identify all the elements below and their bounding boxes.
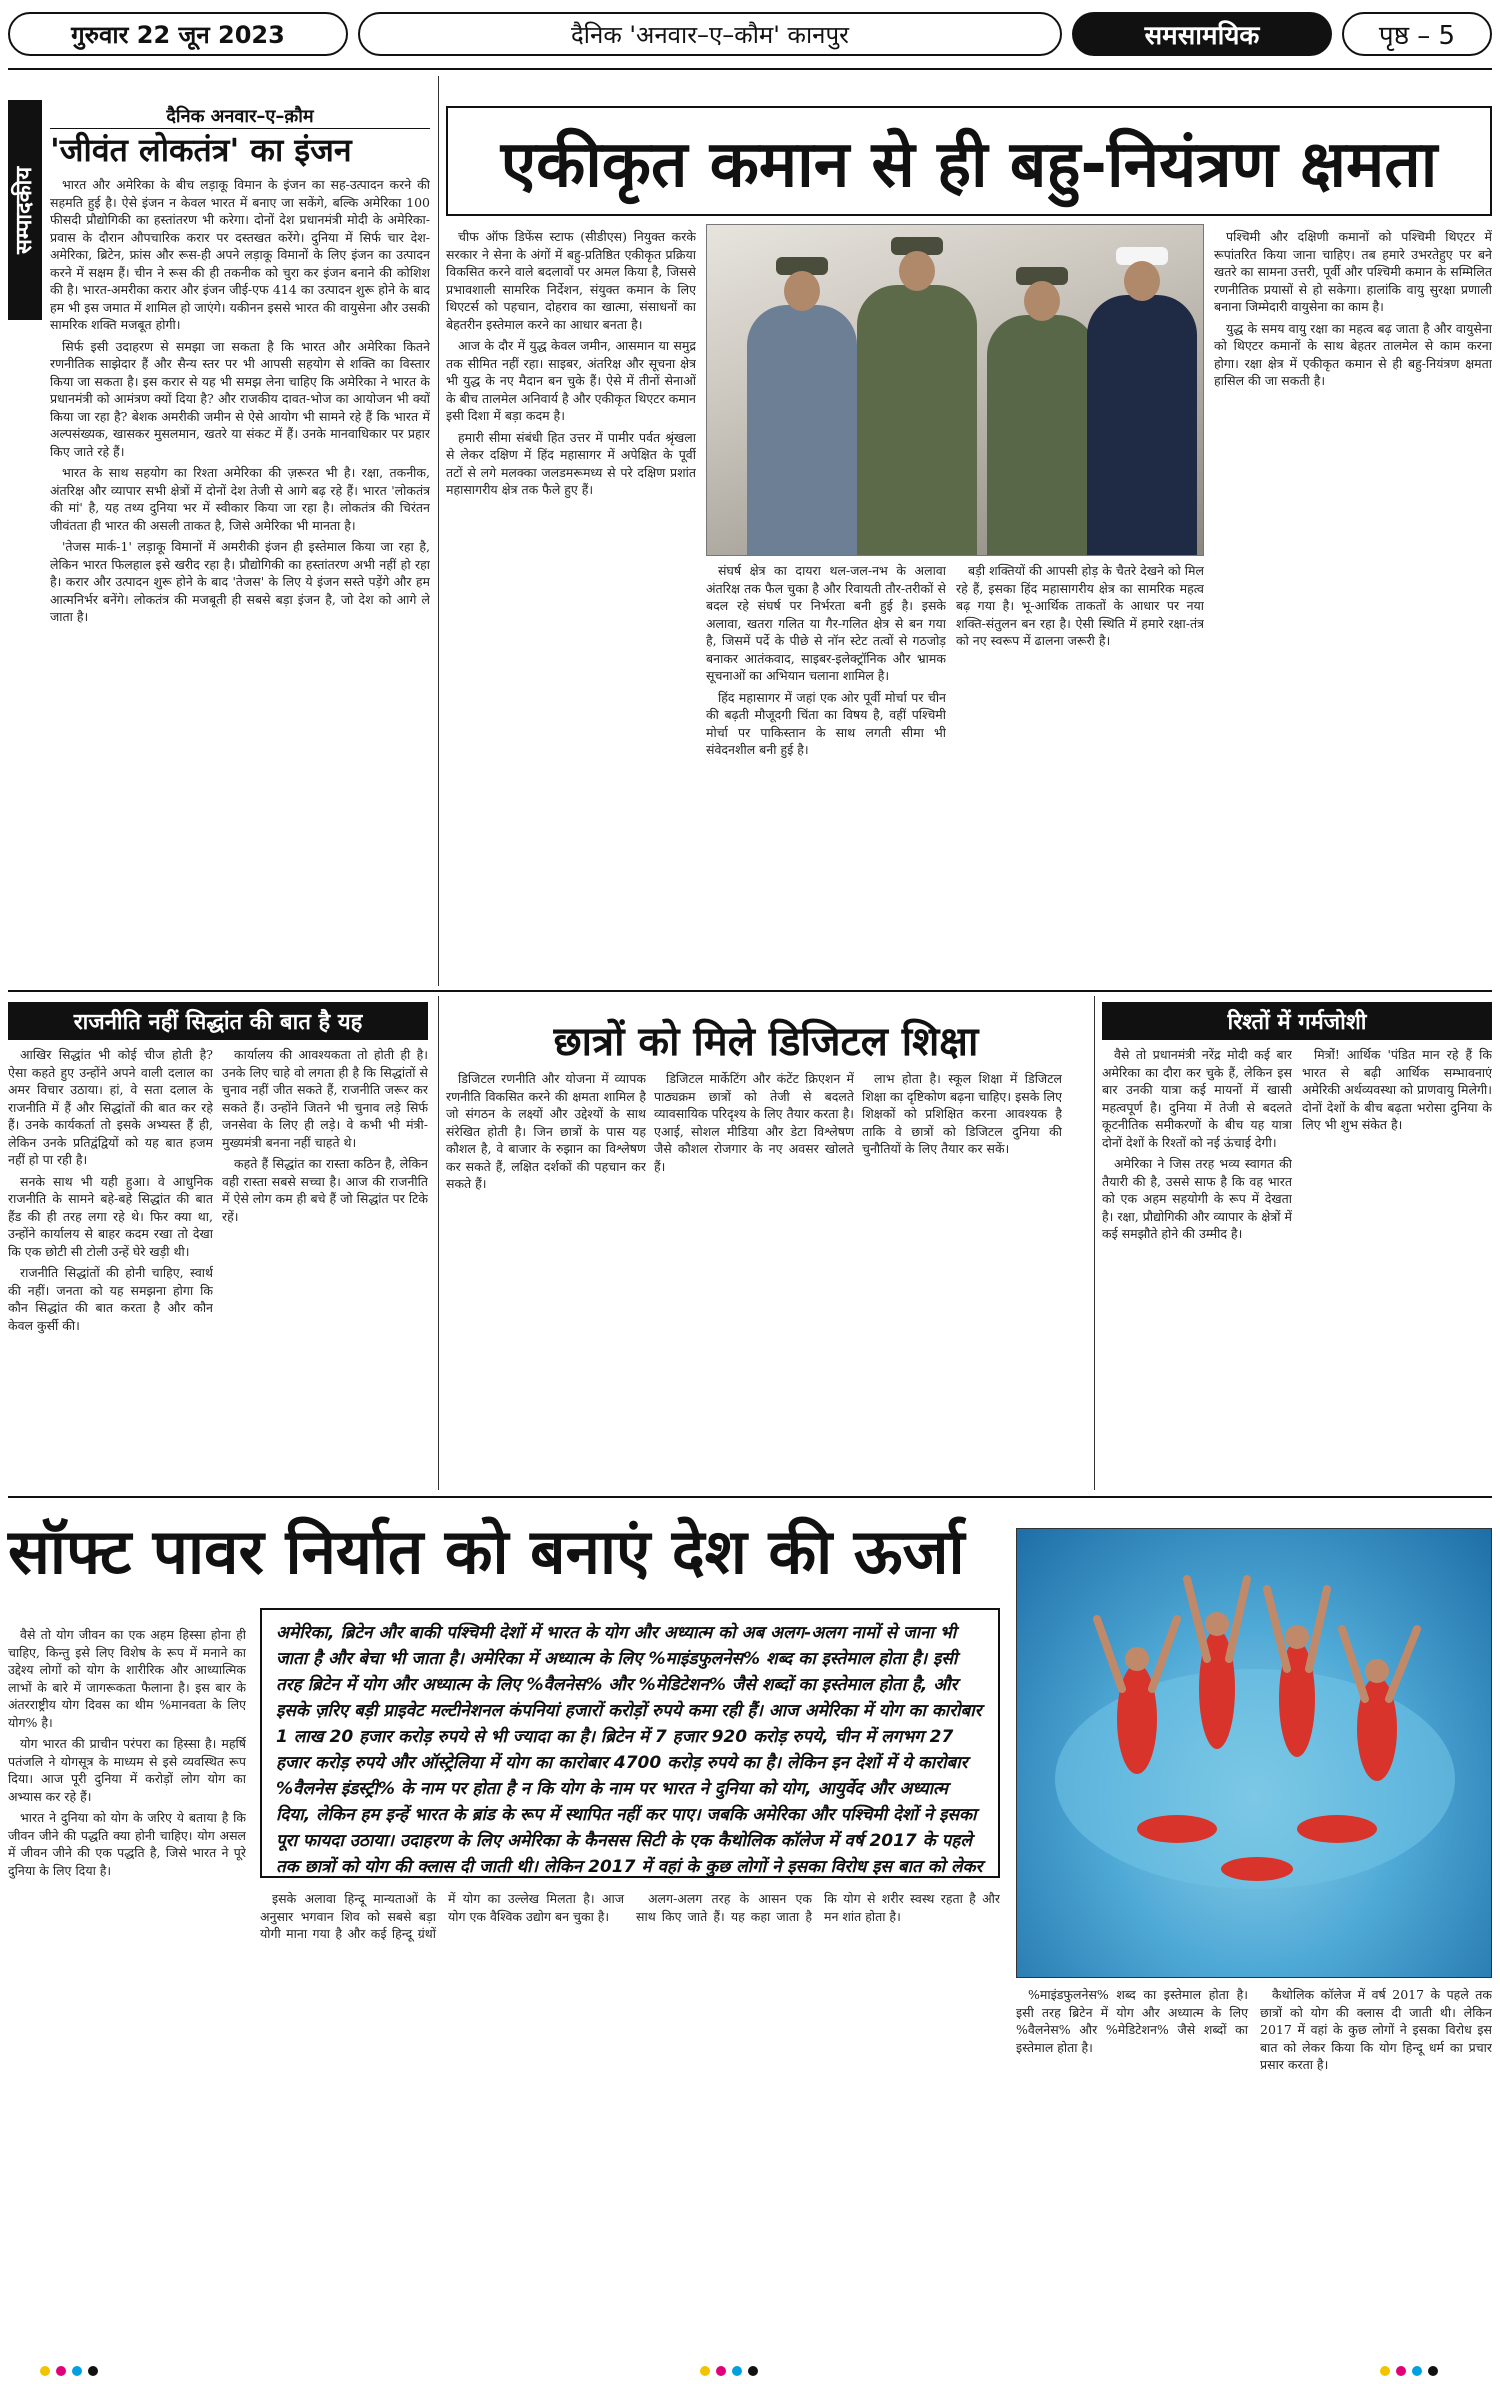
registration-dot bbox=[748, 2366, 758, 2376]
politics-paragraph: कार्यालय की आवश्यकता तो होती ही है। उनके लिए चाहे वो लगता ही है कि सिद्धांतों से चुनाव नहीं जीत सकते हैं, राजनीति जरूर कर सकते हैं। उन्होंने जितने भी चुनाव लड़े सिर्फ जनसेवा के लिए ही लड़े। वे कभी भी मंत्री-मुख्यमंत्री बनना नहीं चाहते थे। bbox=[222, 1047, 428, 1150]
figure-navy-officer bbox=[1087, 295, 1197, 555]
newspaper-name: दैनिक 'अनवार–ए–कौम' कानपुर bbox=[358, 12, 1062, 56]
relations-paragraph: वैसे तो प्रधानमंत्री नरेंद्र मोदी कई बार अमेरिका का दौरा कर चुके हैं, लेकिन इस बार उनकी यात्रा कई मायनों में खासी महत्वपूर्ण है। दुनिया में तेजी से बदलते कूटनीतिक समीकरणों के बीच यह यात्रा दोनों देशों के रिश्तों को नई ऊंचाई देगी। bbox=[1102, 1047, 1292, 1150]
lead-body-left bbox=[446, 228, 696, 980]
politics-paragraph: आखिर सिद्धांत भी कोई चीज होती है? ऐसा कहते हुए उन्होंने अपने वाली दलाल का अमर विचार उठाया। हां, वे सता दलाल के राजनीति में हैं और सिद्धांतों की बात कर रहे हैं। उनके कार्यकर्ता तो इसके अभ्यस्त हैं ही, लेकिन उनके प्रतिद्वंद्वियों को यह बात हजम नहीं हो पा रही है। bbox=[8, 1047, 213, 1167]
editorial-title: 'जीवंत लोकतंत्र' का इंजन bbox=[50, 131, 352, 169]
politics-paragraph: कहते हैं सिद्धांत का रास्ता कठिन है, लेकिन वही रास्ता सबसे सच्चा है। आज की राजनीति में ऐसे लोग कम ही बचे हैं जो सिद्धांत पर टिके रहें। bbox=[222, 1156, 428, 1224]
editorial-paragraph: 'तेजस मार्क-1' लड़ाकू विमानों में अमरीकी इंजन ही इस्तेमाल किया जा रहा है, लेकिन भारत फिलहाल इसे खरीद रहा है। प्रौद्योगिकी का हस्तांतरण अभी नहीं हो रहा है। करार और उत्पादन शुरू होने के बाद 'तेजस' के लिए ये इंजन सस्ते पड़ेंगे और हम आत्मनिर्भर बनेंगे। लोकतंत्र की मजबूती ही सबसे बड़ा इंजन है, जो देश को आगे ले जाता है। bbox=[50, 539, 430, 624]
softpower-highlight-box: अमेरिका, ब्रिटेन और बाकी पश्चिमी देशों में भारत के योग और अध्यात्म को अब अलग-अलग नामों से जाना भी जाता है और बेचा भी जाता है। अमेरिका में अध्यात्म के लिए %माइंडफुलनेस% शब्द का इस्तेमाल होता है। इसी तरह ब्रिटेन में योग और अध्यात्म के लिए %वैलनेस% और %मेडिटेशन% जैसे शब्दों का इस्तेमाल होता है, और इसके ज़रिए बड़ी प्राइवेट मल्टीनेशनल कंपनियां हजारों करोड़ों रुपये कमा रही हैं। आज अमेरिका में योग का कारोबार 1 लाख 20 हजार करोड़ रुपये से भी ज्यादा का है। ब्रिटेन में 7 हजार 920 करोड़ रुपये, चीन में लगभग 27 हजार करोड़ रुपये और ऑस्ट्रेलिया में योग का कारोबार 4700 करोड़ रुपये का है। लेकिन इन देशों में ये कारोबार %वैलनेस इंडस्ट्री% के नाम पर होता है न कि योग के नाम पर भारत ने दुनिया को योग, आयुर्वेद और अध्यात्म दिया, लेकिन हम इन्हें भारत के ब्रांड के रूप में स्थापित नहीं कर पाए। जबकि अमेरिका और पश्चिमी देशों ने इसका पूरा फायदा उठाया। उदाहरण के लिए अमेरिका के कैनसस सिटी के एक कैथोलिक कॉलेज में वर्ष 2017 के पहले तक छात्रों को योग की क्लास दी जाती थी। लेकिन 2017 में वहां के कुछ लोगों ने इसका विरोध इस बात को लेकर bbox=[260, 1608, 1000, 1878]
editorial-tab: सम्पादकीय bbox=[8, 100, 42, 320]
masthead-rule bbox=[8, 68, 1492, 70]
column-rule bbox=[438, 996, 439, 1490]
softpower-paragraph: इसके अलावा हिन्दू मान्यताओं के अनुसार भगवान शिव को सबसे बड़ा योगी माना गया है और कई हिन्दू ग्रंथों में योग का उल्लेख मिलता है। आज योग एक वैश्विक उद्योग बन चुका है। bbox=[260, 1891, 624, 1941]
softpower-headline: सॉफ्ट पावर निर्यात को बनाएं देश की ऊर्जा bbox=[8, 1515, 965, 1588]
lead-paragraph: हमारी सीमा संबंधी हित उत्तर में पामीर पर्वत श्रृंखला से लेकर दक्षिण में हिंद महासागर में अपेक्षित के पूर्वी तटों से लगे मलक्का जलडमरूमध्य से परे दक्षिण प्रशांत महासागरीय क्षेत्र तक फैले हुए हैं। bbox=[446, 429, 696, 497]
figure-airforce-officer bbox=[747, 305, 857, 555]
relations-paragraph: अमेरिका ने जिस तरह भव्य स्वागत की तैयारी की है, उससे साफ है कि वह भारत को एक अहम सहयोगी के रूप में देखता है। रक्षा, प्रौद्योगिकी और व्यापार के क्षेत्रों में कई समझौते होने की उम्मीद है। bbox=[1102, 1156, 1292, 1241]
politics-paragraph: सनके साथ भी यही हुआ। वे आधुनिक राजनीति के सामने बहे-बहे सिद्धांत की बात हैंड की ही तरह लगा रहे थे। फिर क्या था, उन्होंने कार्यालय से बाहर कदम रखा तो देखा कि एक छोटी सी टोली उन्हें घेरे खड़ी थी। bbox=[8, 1173, 213, 1259]
section-rule bbox=[8, 990, 1492, 992]
editorial-paragraph: सिर्फ इसी उदाहरण से समझा जा सकता है कि भारत और अमेरिका कितने रणनीतिक साझेदार हैं और सैन्य स्तर पर भी आपसी सहयोग से शक्ति का विस्तार किया जा सकता है। इस करार से यह भी समझ लेना चाहिए कि अमेरिका ने भारत के प्रधानमंत्री को आमंत्रण क्यों दिया है? और राजकीय दावत-भोज का आयोजन भी क्यों किया जा रहा है? बेशक अमरीकी जमीन से ऐसे आयोग भी सामने रहे हैं कि भारत में अल्पसंख्यक, खासकर मुसलमान, खतरे या संकट में हैं। उनके मानवाधिकार पर प्रहार किए जाते रहे हैं। bbox=[50, 338, 430, 459]
lead-body-far-right bbox=[1214, 228, 1492, 980]
registration-dot bbox=[72, 2366, 82, 2376]
issue-date: गुरुवार 22 जून 2023 bbox=[8, 12, 348, 56]
registration-marks-left bbox=[40, 2366, 98, 2376]
relations-headline: रिश्तों में गर्मजोशी bbox=[1102, 1002, 1492, 1040]
section-name: समसामयिक bbox=[1072, 12, 1332, 56]
softpower-paragraph: %माइंडफुलनेस% शब्द का इस्तेमाल होता है। इसी तरह ब्रिटेन में योग और अध्यात्म के लिए %वैलनेस% और %मेडिटेशन% जैसे शब्दों का इस्तेमाल होता है। bbox=[1016, 1987, 1248, 2055]
softpower-body-left bbox=[8, 1626, 246, 2362]
page-number: पृष्ठ – 5 bbox=[1342, 12, 1492, 56]
registration-dot bbox=[1428, 2366, 1438, 2376]
lead-paragraph: हिंद महासागर में जहां एक ओर पूर्वी मोर्चा पर चीन की बढ़ती मौजूदगी चिंता का विषय है, वहीं पश्चिमी मोर्चा पर पाकिस्तान के साथ लगती सीमा भी संवेदनशील बनी हुई है। bbox=[706, 689, 946, 757]
softpower-paragraph: योग भारत की प्राचीन परंपरा का हिस्सा है। महर्षि पतंजलि ने योगसूत्र के माध्यम से इसे व्यवस्थित रूप दिया। आज पूरी दुनिया में करोड़ों लोग योग का अभ्यास कर रहे हैं। bbox=[8, 1736, 246, 1804]
editorial-body bbox=[50, 176, 430, 978]
education-headline: छात्रों को मिले डिजिटल शिक्षा bbox=[553, 1019, 979, 1065]
editorial-paragraph: भारत के साथ सहयोग का रिश्ता अमेरिका की ज़रूरत भी है। रक्षा, तकनीक, अंतरिक्ष और व्यापार सभी क्षेत्रों में दोनों देश तेजी से आगे बढ़ रहे हैं। भारत 'लोकतंत्र की मां' है, यह तथ्य दुनिया भर में स्वीकार किया जा रहा है। लोकतंत्र की चिरंतन जीवंतता ही भारत की असली ताकत है, जिसे अमेरिका भी मानता है। bbox=[50, 465, 430, 533]
masthead bbox=[8, 6, 1492, 62]
registration-marks-right bbox=[1380, 2366, 1438, 2376]
swimmers-illustration bbox=[1017, 1529, 1492, 1978]
registration-marks-center bbox=[700, 2366, 758, 2376]
lead-paragraph: पश्चिमी और दक्षिणी कमानों को पश्चिमी थिएटर में रूपांतरित किया जाना चाहिए। तब हमारे उभरतेहुए पर बने खतरे का सामना उत्तरी, पूर्वी और पश्चिमी कमान के सम्मिलित रणनीतिक प्रयासों से हो सकेगा। हालांकि वायु सुरक्षा प्रणाली बनाना जिम्मेदारी वायुसेना का काम है। bbox=[1214, 229, 1492, 314]
education-col-3 bbox=[862, 1070, 1062, 1484]
softpower-paragraph: वैसे तो योग जीवन का एक अहम हिस्सा होना ही चाहिए, किन्तु इसे लिए विशेष के रूप में मनाने का उद्देश्य लोगों को योग के शारीरिक और आध्यात्मिक लाभों के बारे में जागरूकता फैलाना है। इस बार के अंतरराष्ट्रीय योग दिवस का थीम %मानवता के लिए योग% है। bbox=[8, 1627, 246, 1730]
politics-paragraph: राजनीति सिद्धांतों की होनी चाहिए, स्वार्थ की नहीं। जनता को यह समझना होगा कि कौन सिद्धांत की बात करता है और कौन केवल कुर्सी की। bbox=[8, 1265, 213, 1333]
softpower-paragraph: अलग-अलग तरह के आसन एक साथ किए जाते हैं। यह कहा जाता है कि योग से शरीर स्वस्थ रहता है और मन शांत होता है। bbox=[636, 1891, 1000, 1924]
education-paragraph: लाभ होता है। स्कूल शिक्षा में डिजिटल शिक्षा का दृष्टिकोण बढ़ना चाहिए। इसके लिए शिक्षकों को प्रशिक्षित करना आवश्यक है ताकि वे छात्रों को डिजिटल दुनिया की चुनौतियों के लिए तैयार कर सकें। bbox=[862, 1071, 1062, 1156]
lead-paragraph: युद्ध के समय वायु रक्षा का महत्व बढ़ जाता है और वायुसेना को थिएटर कमानों के साथ बेहतर तालमेल से काम करना होगा। रक्षा क्षेत्र में एकीकृत कमान से ही बहु-नियंत्रण क्षमता हासिल की जा सकती है। bbox=[1214, 320, 1492, 388]
politics-body-right bbox=[222, 1046, 428, 1484]
section-rule bbox=[8, 1496, 1492, 1498]
registration-dot bbox=[716, 2366, 726, 2376]
relations-paragraph: मित्रोंं! आर्थिक 'पंडित मान रहे हैं कि भारत से बढ़ी आर्थिक सम्भावनाएं अमेरिकी अर्थव्यवस्था को प्राणवायु मिलेगी। दोनों देशों के बीच बढ़ता भरोसा दुनिया के लिए भी शुभ संकेत है। bbox=[1302, 1047, 1492, 1132]
lead-paragraph: चीफ ऑफ डिफेंस स्टाफ (सीडीएस) नियुक्त करके सरकार ने सेना के अंगों में बहु-प्रतिष्ठित एकीकृत प्रक्रिया विकसित करने वाले बदलावों पर अमल किया है, जिससे प्रभावशाली सामरिक निर्देशन, संयुक्त कमान के लिए थिएटर्स को पहचान, दोहराव का खात्मा, संसाधनों का बेहतरीन इस्तेमाल करने का आधार बनता है। bbox=[446, 229, 696, 332]
registration-dot bbox=[40, 2366, 50, 2376]
registration-dot bbox=[1396, 2366, 1406, 2376]
figure-army-officer-2 bbox=[987, 315, 1097, 555]
lead-body-mid bbox=[706, 562, 946, 980]
relations-body-right bbox=[1302, 1046, 1492, 1484]
education-col-2 bbox=[654, 1070, 854, 1484]
softpower-paragraph: भारत ने दुनिया को योग के जरिए ये बताया है कि जीवन जीने की पद्धति क्या होनी चाहिए। योग असल में जीवन जीने की एक पद्धति है, जिसे भारत ने पूरे दुनिया के लिए दिया है। bbox=[8, 1810, 246, 1878]
military-chiefs-photo bbox=[706, 224, 1204, 556]
registration-dot bbox=[1412, 2366, 1422, 2376]
lead-body-right bbox=[956, 562, 1204, 980]
editorial-kicker: दैनिक अनवार–ए–क़ौम bbox=[50, 104, 430, 129]
registration-dot bbox=[700, 2366, 710, 2376]
lead-paragraph: आज के दौर में युद्ध केवल जमीन, आसमान या समुद्र तक सीमित नहीं रहा। साइबर, अंतरिक्ष और सूचना क्षेत्र भी युद्ध के नए मैदान बन चुके हैं। ऐसे में तीनों सेनाओं के बीच तालमेल अनिवार्य है और एकीकृत थिएटर कमान इसी दिशा में बड़ा कदम है। bbox=[446, 338, 696, 423]
figure-army-officer bbox=[857, 285, 977, 555]
education-col-1 bbox=[446, 1070, 646, 1484]
yoga-swimmers-photo bbox=[1016, 1528, 1492, 1978]
politics-headline: राजनीति नहीं सिद्धांत की बात है यह bbox=[8, 1002, 428, 1040]
education-paragraph: डिजिटल रणनीति और योजना में व्यापक रणनीति विकसित करने की क्षमता शामिल है जो संगठन के लक्ष्यों और उद्देश्यों के साथ संरेखित होती है। जिन छात्रों के पास यह कौशल है, वे बाजार के रुझान का विश्लेषण कर सकते हैं, लक्षित दर्शकों की पहचान कर सकते हैं। bbox=[446, 1071, 646, 1191]
editorial-paragraph: भारत और अमेरिका के बीच लड़ाकू विमान के इंजन का सह-उत्पादन करने की सहमति हुई है। ऐसे इंजन न केवल भारत में बनाए जा सकेंगे, बल्कि अमेरिका 100 फीसदी प्रौद्योगिकी का हस्तांतरण भी करेगा। दोनों देश प्रधानमंत्री मोदी के अमेरिका-प्रवास के दौरान औपचारिक करार पर दस्तखत करेंगे। दुनिया में सिर्फ चार देश-अमेरिका, ब्रिटेन, फ्रांस और रूस-ही अपने लड़ाकू विमानों के लिए इंजन का उत्पादन करने में सक्षम हैं। चीन ने रूस की ही तकनीक को चुरा कर इंजन बनाने की कोशिश की है। भारत-अमरीका करार और इंजन जीई-एफ 414 का उत्पादन शुरू होने के बाद हम भी इस जमात में शामिल हो जाएंगे। यकीनन इससे भारत की वायुसेना और उसकी सामरिक शक्ति मजबूत होगी। bbox=[50, 177, 430, 332]
registration-dot bbox=[56, 2366, 66, 2376]
softpower-body-mid bbox=[260, 1890, 1000, 2362]
politics-body-left bbox=[8, 1046, 213, 1484]
education-paragraph: डिजिटल मार्केटिंग और कंटेंट क्रिएशन में पाठ्यक्रम छात्रों को तेजी से बदलते व्यावसायिक परिदृश्य के लिए तैयार करता है। एआई, सोशल मीडिया और डेटा विश्लेषण जैसे कौशल रोजगार के नए अवसर खोलते हैं। bbox=[654, 1071, 854, 1174]
lead-paragraph: बड़ी शक्तियों की आपसी होड़ के चैतरे देखने को मिल रहे हैं, इसका हिंद महासागरीय क्षेत्र का सामरिक महत्व बढ़ गया है। भू-आर्थिक ताकतों के आधार पर नया शक्ति-संतुलन बन रहा है। ऐसी स्थिति में हमारे रक्षा-तंत्र को नए स्वरूप में ढालना जरूरी है। bbox=[956, 563, 1204, 648]
lead-paragraph: संघर्ष क्षेत्र का दायरा थल-जल-नभ के अलावा अंतरिक्ष तक फैल चुका है और रिवायती तौर-तरीकों से बदल रहे संघर्ष पर निर्भरता बनी हुई है। इसके अलावा, खतरा गलित या गैर-गलित क्षेत्र से बन गया है, जिसमें पर्दे के पीछे से नॉन स्टेट तत्वों से गठजोड़ बनाकर आतंकवाद, साइबर-इलेक्ट्रॉनिक और भ्रामक सूचनाओं का अभियान चलाना शामिल है। bbox=[706, 563, 946, 683]
registration-dot bbox=[732, 2366, 742, 2376]
softpower-body-right bbox=[1016, 1986, 1492, 2362]
column-rule bbox=[438, 76, 439, 986]
registration-dot bbox=[1380, 2366, 1390, 2376]
lead-headline: एकीकृत कमान से ही बहु-नियंत्रण क्षमता bbox=[446, 106, 1492, 216]
softpower-paragraph: कैथोलिक कॉलेज में वर्ष 2017 के पहले तक छात्रों को योग की क्लास दी जाती थी। लेकिन 2017 में वहां के कुछ लोगों ने इसका विरोध इस बात को लेकर किया कि योग हिन्दू धर्म का प्रचार प्रसार करता है। bbox=[1260, 1987, 1492, 2072]
relations-body-left bbox=[1102, 1046, 1292, 1484]
column-rule bbox=[1094, 996, 1095, 1490]
registration-dot bbox=[88, 2366, 98, 2376]
